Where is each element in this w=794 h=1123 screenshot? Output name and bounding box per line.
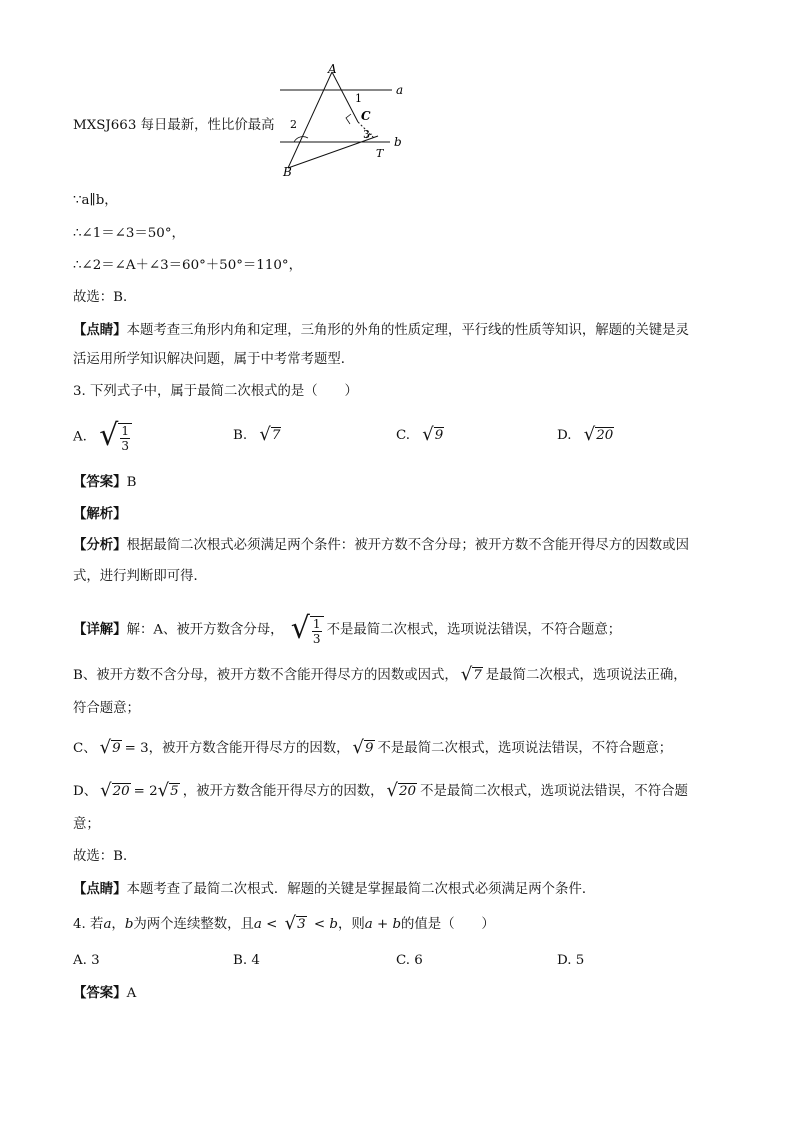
q3-option-a (73, 418, 135, 453)
q4-answer-tag: 【答案】 (73, 985, 127, 1001)
q4-ineq-lt2: < (309, 917, 330, 932)
q3-detail-c-sqrt (99, 737, 122, 758)
q3-fenxi-line-2: 式，进行判断即可得． (73, 569, 207, 584)
q3-detail-a-post: 不是最简二次根式，选项说法错误，不符合题意； (326, 622, 622, 638)
q3-detail-a-pre: 解：A、被开方数含分母， (126, 622, 284, 638)
q3-comment-tag: 【点睛】 (73, 881, 127, 897)
q3-detail-b (73, 664, 687, 685)
q3-fenxi-text-1: 根据最简二次根式必须满足两个条件：被开方数不含分母；被开方数不含能开得尽方的因数或因 (126, 538, 689, 553)
q3-detail-d-mid: ，被开方数含能开得尽方的因数， (182, 784, 384, 799)
q4-answer (73, 985, 136, 1002)
q4-ineq-a: a (253, 917, 262, 932)
q3-detail-d-pre: D、 (73, 784, 98, 799)
radical-icon: √ (259, 424, 271, 445)
q4-var-a: a (103, 917, 112, 932)
q4-option-d: D. 5 (557, 953, 585, 968)
q4-ineq-b: b (329, 917, 338, 932)
radical-icon: √ (284, 913, 297, 934)
q3-option-d (557, 424, 617, 445)
q3-detail-c-sqrt-2 (352, 737, 375, 758)
label-1: 1 (355, 92, 362, 105)
q2-comment-tag: 【点睛】 (73, 322, 127, 338)
q4-stem-pre: 4. 若 (73, 917, 104, 932)
q3-detail-d-sqrt-2 (157, 780, 180, 801)
label-3: 3 (363, 128, 370, 141)
q3-detail-d-radicand-3: 20 (399, 784, 417, 799)
radical-icon: √ (100, 780, 112, 801)
q2-comment-line-1 (73, 322, 689, 339)
q3-option-a-den: 3 (121, 439, 129, 453)
q3-detail-b-pre: B、被开方数不含分母，被开方数不含能开得尽方的因数或因式， (73, 668, 458, 683)
q4-option-b: B. 4 (233, 953, 260, 968)
q4-option-c: C. 6 (396, 953, 423, 968)
q3-answer-tag: 【答案】 (73, 474, 127, 490)
label-C: C (361, 109, 371, 123)
q3-detail-a (73, 611, 622, 646)
q3-option-c-label: C. (396, 428, 411, 443)
label-2: 2 (290, 118, 297, 131)
q4-stem-mid2: 为两个连续整数，且 (133, 917, 254, 932)
q3-detail-c-radicand-2: 9 (365, 741, 374, 756)
q4-stem-mid1: ， (111, 917, 125, 932)
q3-answer (73, 474, 136, 491)
q3-detail-c-pre: C、 (73, 741, 97, 756)
q3-option-c (396, 424, 447, 445)
q3-detail-b-line-2: 符合题意； (73, 701, 140, 716)
label-B: B (283, 165, 292, 179)
q3-detail-c-mid: ，被开方数含能开得尽方的因数， (148, 741, 350, 756)
q3-detail-d-radicand: 20 (112, 784, 130, 799)
q2-line-4: 故选：B． (73, 290, 137, 305)
q2-comment-line-2: 活运用所学知识解决问题，属于中考常考题型． (73, 352, 355, 367)
radical-icon: √ (583, 424, 596, 445)
q3-detail-c-post: 不是最简二次根式，选项说法错误，不符合题意； (377, 741, 673, 756)
q3-detail-a-frac (310, 616, 324, 646)
radical-icon: √ (386, 780, 399, 801)
label-b: b (394, 135, 402, 149)
q3-fenxi-line-1 (73, 537, 689, 554)
q2-line-1: ∵a∥b， (73, 193, 118, 208)
q3-option-a-num: 1 (121, 424, 129, 438)
q4-stem-post: 的值是（ ） (401, 917, 495, 932)
q3-detail-c-eq: = 3 (124, 741, 149, 756)
q3-option-a-frac (118, 423, 132, 453)
q4-stem-mid3: ，则 (337, 917, 365, 932)
q3-detail-b-post: 是最简二次根式，选项说法正确， (485, 668, 687, 683)
watermark-text: MXSJ663 每日最新，性比价最高 (73, 118, 275, 133)
q3-detail-d-eq: = 2 (133, 784, 158, 799)
q2-line-3: ∴∠2＝∠A＋∠3＝60°＋50°＝110°， (73, 258, 302, 273)
q3-detail-a-sqrt (290, 611, 324, 646)
label-A: A (328, 62, 337, 76)
q3-option-a-label: A. (73, 429, 87, 445)
label-a: a (396, 83, 404, 97)
q3-option-d-radicand: 20 (596, 428, 614, 443)
q3-option-c-radicand: 9 (434, 428, 444, 443)
q3-fenxi-tag: 【分析】 (73, 537, 127, 553)
q3-detail-d (73, 780, 688, 801)
q4-var-b: b (124, 917, 134, 932)
q2-line-2: ∴∠1＝∠3＝50°， (73, 226, 185, 241)
q3-detail-d-line-2: 意； (73, 817, 100, 832)
q4-ineq-radicand: 3 (297, 917, 306, 932)
q3-analysis-tag: 【解析】 (73, 506, 127, 522)
q4-option-a: A. 3 (73, 953, 100, 968)
q2-comment-text-1: 本题考查三角形内角和定理，三角形的外角的性质定理，平行线的性质等知识，解题的关键是灵 (126, 323, 689, 338)
q3-option-d-sqrt (583, 424, 615, 445)
q3-option-a-sqrt (99, 418, 132, 453)
q3-detail-c-radicand: 9 (112, 741, 121, 756)
q3-detail-d-sqrt (100, 780, 131, 801)
q3-answer-value: B (126, 475, 137, 490)
q3-option-b-radicand: 7 (271, 428, 281, 443)
q3-option-b-sqrt (259, 424, 281, 445)
q3-stem: 3. 下列式子中，属于最简二次根式的是（ ） (73, 384, 358, 399)
q4-ineq-lt: < (261, 917, 282, 932)
q3-option-c-sqrt (422, 424, 444, 445)
q3-detail-b-radicand: 7 (473, 668, 482, 683)
q3-detail-c (73, 737, 673, 758)
radical-icon: √ (352, 737, 364, 758)
radical-icon: √ (157, 780, 170, 801)
q3-detail-d-radicand-2: 5 (170, 784, 179, 799)
q3-comment-text: 本题考查了最简二次根式．解题的关键是掌握最简二次根式必须满足两个条件． (126, 882, 596, 897)
q3-option-d-label: D. (557, 428, 572, 443)
radical-icon: √ (99, 737, 112, 758)
q3-option-b-label: B. (233, 428, 248, 443)
q4-ineq-sqrt (284, 913, 307, 934)
q3-detail-d-post: 不是最简二次根式，选项说法错误，不符合题 (420, 784, 688, 799)
q3-detail-b-sqrt (460, 664, 483, 685)
q3-detail-a-den: 3 (312, 632, 321, 646)
radical-icon: √ (460, 664, 473, 685)
q4-sum: a + b (364, 917, 402, 932)
q3-detail-d-sqrt-3 (386, 780, 418, 801)
radical-icon: √ (290, 611, 310, 646)
q3-detail-a-num: 1 (312, 617, 321, 631)
q4-answer-value: A (126, 986, 137, 1001)
radical-icon: √ (422, 424, 434, 445)
q3-option-b (233, 424, 284, 445)
q3-detail-tag: 【详解】 (73, 621, 127, 638)
q4-stem (73, 913, 495, 934)
radical-icon: √ (99, 418, 119, 453)
label-T: T (376, 147, 384, 160)
q3-choose: 故选：B． (73, 849, 137, 864)
geometry-figure (278, 60, 418, 180)
q3-comment (73, 881, 595, 898)
